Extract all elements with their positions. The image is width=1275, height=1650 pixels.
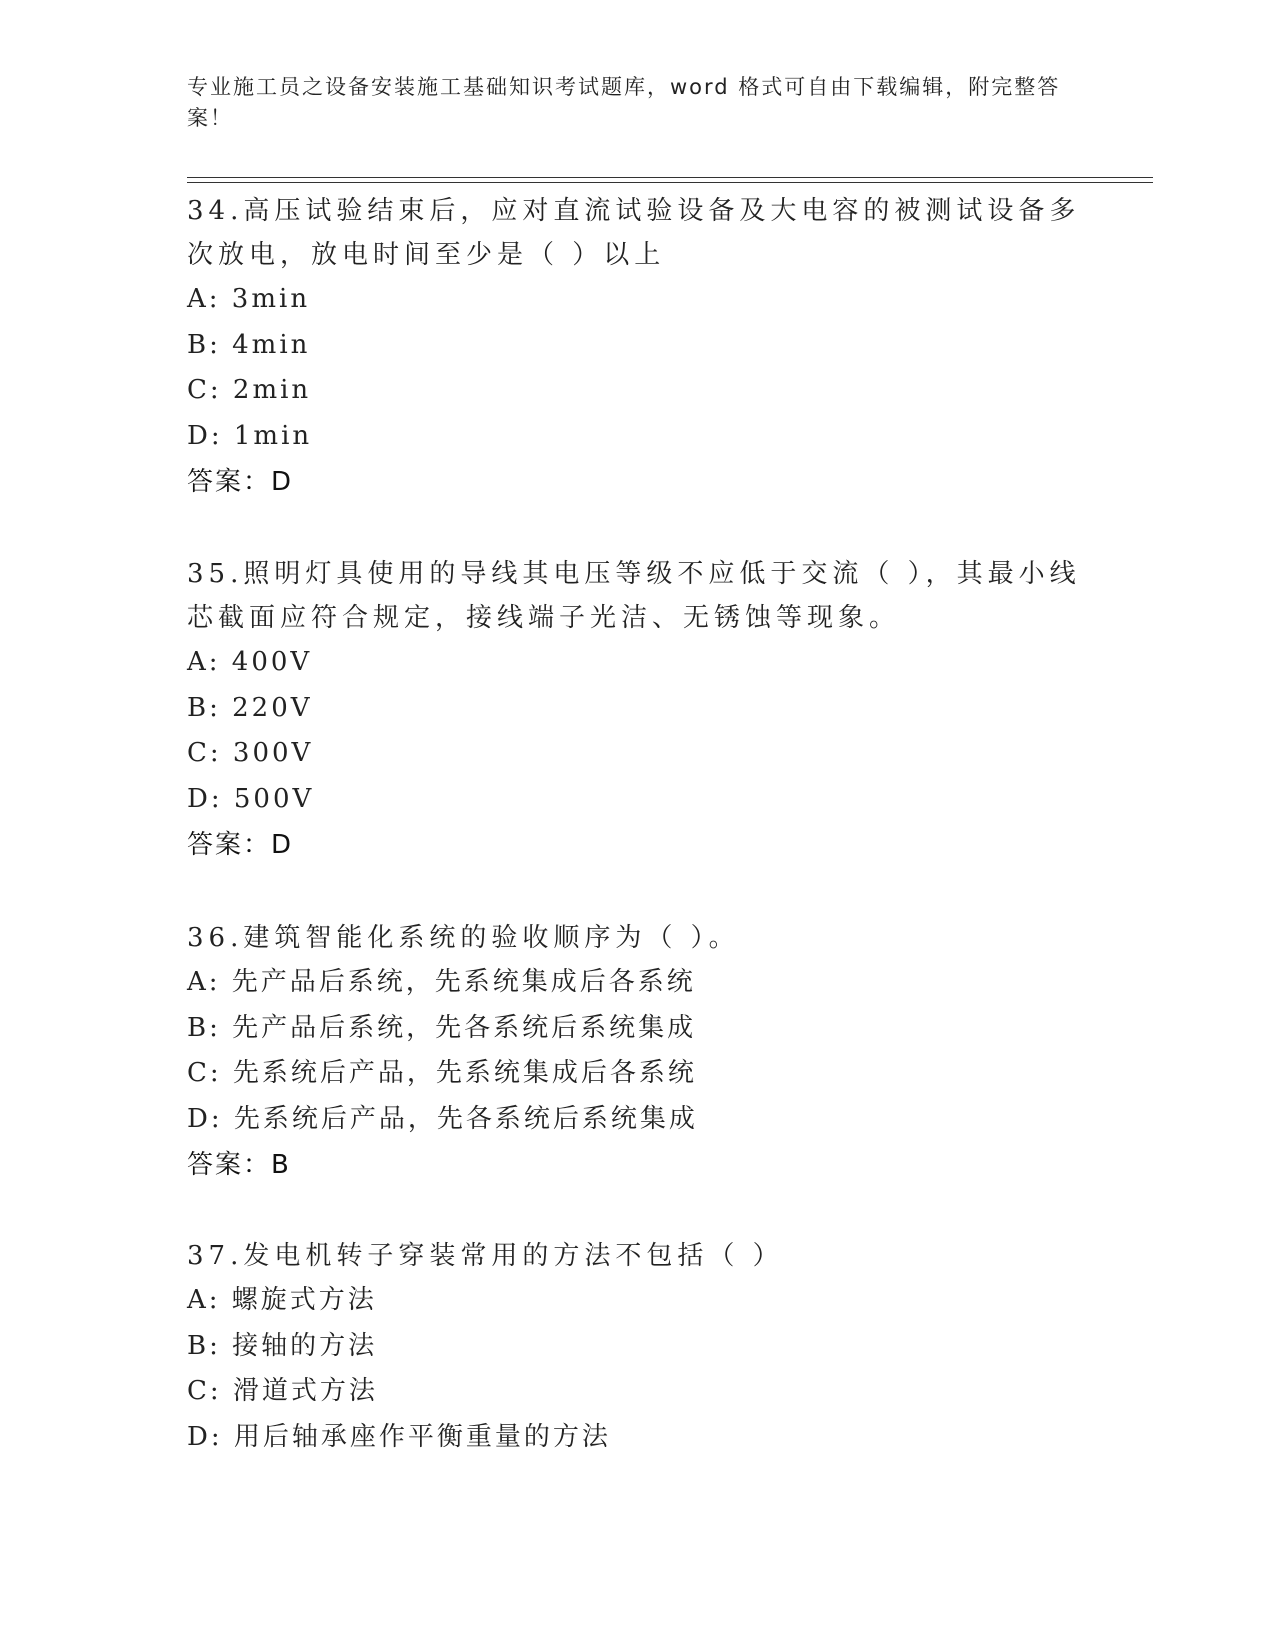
- question-36: [187, 916, 1087, 1188]
- option-d: D: 500V: [187, 783, 315, 814]
- option-b: B: 接轴的方法: [187, 1330, 378, 1361]
- option-b: B: 先产品后系统，先各系统后系统集成: [187, 1012, 697, 1043]
- answer-line: 答案：D: [187, 467, 294, 497]
- header-divider-top: [187, 177, 1153, 178]
- option-c: C: 2min: [187, 375, 312, 405]
- option-b: B: 4min: [187, 329, 311, 360]
- answer-line: 答案：B: [187, 1150, 291, 1180]
- question-34: [187, 189, 1087, 505]
- option-c: C: 先系统后产品，先系统集成后各系统: [187, 1058, 697, 1088]
- option-a: A: 先产品后系统，先系统集成后各系统: [187, 967, 696, 997]
- option-b: B: 220V: [187, 692, 313, 723]
- option-c: C: 滑道式方法: [187, 1376, 378, 1406]
- option-a: A: 400V: [187, 647, 313, 677]
- answer-line: 答案：D: [187, 830, 294, 860]
- question-stem: 37.发电机转子穿装常用的方法不包括（ ）: [187, 1241, 784, 1271]
- option-a: A: 3min: [187, 284, 311, 314]
- question-stem: 34.高压试验结束后，应对直流试验设备及大电容的被测试设备多次放电，放电时间至少是（ ）以上: [187, 196, 1081, 270]
- question-37: [187, 1234, 1087, 1460]
- option-d: D: 用后轴承座作平衡重量的方法: [187, 1421, 611, 1452]
- document-header: 专业施工员之设备安装施工基础知识考试题库，word 格式可自由下载编辑，附完整答案！: [187, 75, 1061, 130]
- question-stem: 35.照明灯具使用的导线其电压等级不应低于交流（ ），其最小线芯截面应符合规定，接线端子光洁、无锈蚀等现象。: [187, 559, 1081, 633]
- option-d: D: 先系统后产品，先各系统后系统集成: [187, 1103, 698, 1134]
- option-c: C: 300V: [187, 738, 314, 768]
- option-d: D: 1min: [187, 420, 313, 451]
- header-divider-bottom: [187, 182, 1153, 183]
- question-35: [187, 552, 1087, 868]
- option-a: A: 螺旋式方法: [187, 1285, 377, 1315]
- question-stem: 36.建筑智能化系统的验收顺序为（ ）。: [187, 923, 740, 953]
